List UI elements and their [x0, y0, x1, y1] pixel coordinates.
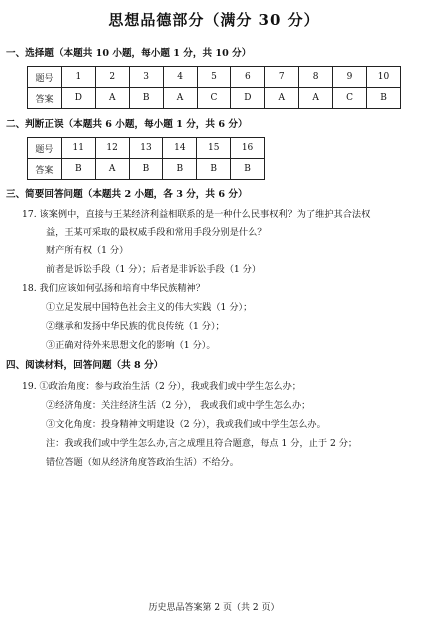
row-label: 题号 — [28, 138, 62, 159]
question-number: 3 — [129, 67, 163, 88]
question-number: 2 — [95, 67, 129, 88]
answer-cell: B — [197, 159, 231, 180]
question-number: 4 — [163, 67, 197, 88]
row-label: 答案 — [28, 88, 62, 109]
answer-19-cultural: ③文化角度：投身精神文明建设（2 分），我或我们或中学生怎么办。 — [46, 419, 326, 430]
section2-heading: 二、判断正误（本题共 6 小题，每小题 1 分，共 6 分） — [6, 119, 248, 130]
section2-answer-table — [27, 137, 265, 180]
question-number: 9 — [333, 67, 367, 88]
answer-17-part1: 财产所有权（1 分） — [46, 245, 129, 256]
answer-cell: B — [129, 159, 163, 180]
question-number: 6 — [231, 67, 265, 88]
question-number: 7 — [265, 67, 299, 88]
question-17-text: 17. 该案例中，直接与王某经济利益相联系的是一种什么民事权利？为了维护其合法权 — [22, 209, 371, 220]
answer-18-point2: ②继承和发扬中华民族的优良传统（1 分）； — [46, 321, 225, 332]
page-title: 思想品德部分（满分 30 分） — [108, 11, 320, 29]
answer-19-economic: ②经济角度：关注经济生活（2 分）， 我或我们或中学生怎么办； — [46, 400, 311, 411]
answer-17-part2: 前者是诉讼手段（1 分）；后者是非诉讼手段（1 分） — [46, 264, 262, 275]
answer-cell: A — [163, 88, 197, 109]
section1-answer-table — [27, 66, 401, 109]
section1-heading: 一、选择题（本题共 10 小题，每小题 1 分，共 10 分） — [6, 48, 252, 59]
question-number: 14 — [163, 138, 197, 159]
table-row — [28, 159, 265, 180]
question-number: 13 — [129, 138, 163, 159]
answer-18-point3: ③正确对待外来思想文化的影响（1 分）。 — [46, 340, 216, 351]
answer-cell: D — [61, 88, 95, 109]
table-row — [28, 88, 401, 109]
answer-19-political: 19. ①政治角度：参与政治生活（2 分），我或我们或中学生怎么办； — [22, 381, 301, 392]
table-row — [28, 138, 265, 159]
section4-heading: 四、阅读材料，回答问题（共 8 分） — [6, 360, 164, 371]
question-18-text: 18. 我们应该如何弘扬和培育中华民族精神？ — [22, 283, 205, 294]
question-number: 16 — [231, 138, 265, 159]
question-number: 11 — [61, 138, 95, 159]
row-label: 题号 — [28, 67, 62, 88]
table-row — [28, 67, 401, 88]
question-number: 15 — [197, 138, 231, 159]
answer-cell: A — [265, 88, 299, 109]
answer-cell: B — [231, 159, 265, 180]
answer-19-note: 注：我或我们或中学生怎么办,言之成理且符合题意，每点 1 分，止于 2 分； — [46, 438, 358, 449]
question-number: 8 — [299, 67, 333, 88]
answer-cell: A — [299, 88, 333, 109]
answer-cell: B — [163, 159, 197, 180]
question-number: 12 — [95, 138, 129, 159]
answer-cell: A — [95, 88, 129, 109]
question-17-text-continued: 益，王某可采取的最权威手段和常用手段分别是什么？ — [46, 227, 267, 238]
page-footer: 历史思品答案第 2 页（共 2 页） — [148, 603, 280, 613]
question-number: 10 — [367, 67, 401, 88]
answer-cell: B — [367, 88, 401, 109]
answer-cell: B — [129, 88, 163, 109]
question-number: 5 — [197, 67, 231, 88]
row-label: 答案 — [28, 159, 62, 180]
answer-cell: B — [61, 159, 95, 180]
answer-cell: C — [197, 88, 231, 109]
answer-cell: A — [95, 159, 129, 180]
section3-heading: 三、简要回答问题（本题共 2 小题，各 3 分，共 6 分） — [6, 189, 248, 200]
answer-19-misplaced-note: 错位答题（如从经济角度答政治生活）不给分。 — [46, 457, 239, 468]
question-number: 1 — [61, 67, 95, 88]
answer-cell: D — [231, 88, 265, 109]
answer-18-point1: ①立足发展中国特色社会主义的伟大实践（1 分）； — [46, 302, 253, 313]
answer-cell: C — [333, 88, 367, 109]
